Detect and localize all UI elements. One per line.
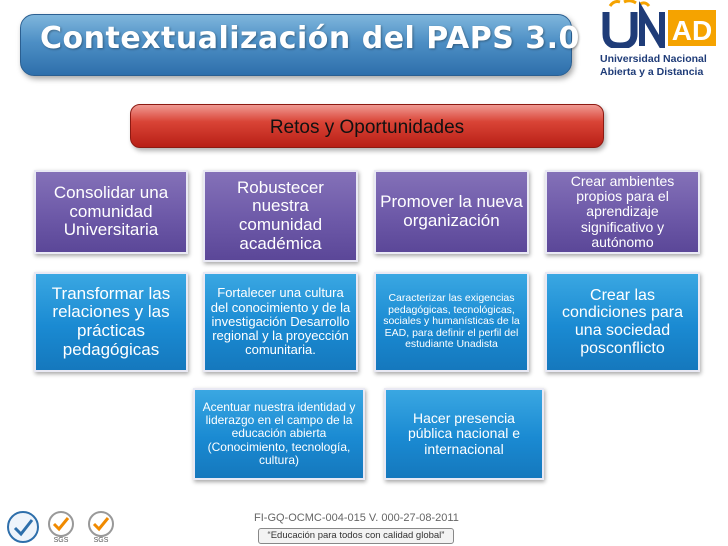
svg-text:AD: AD (671, 15, 713, 46)
logo-line-1: Universidad Nacional (600, 53, 707, 65)
slogan: “Educación para todos con calidad global” (258, 528, 454, 544)
box-acentuar (193, 388, 365, 480)
logo-line-2: Abierta y a Distancia (600, 66, 704, 78)
box-crear-ambientes-text: Crear ambientes propios para el aprendizaje significativo y autónomo (570, 172, 675, 251)
sgs-label-2: SGS (93, 537, 109, 544)
box-caracterizar (374, 272, 529, 372)
sgs-label-1: SGS (53, 537, 69, 544)
box-hacer-presencia (384, 388, 544, 480)
box-consolidar-text: Consolidar una comunidad Universitaria (53, 182, 169, 240)
box-fortalecer-text: Fortalecer una cultura del conocimiento y de la investigación Desarrollo regional y la proyección comunitaria. (210, 285, 351, 358)
page-title: Contextualización del PAPS 3.0 (40, 21, 580, 56)
box-robustecer-text: Robustecer nuestra comunidad académica (237, 177, 324, 253)
unad-logo-mark (602, 0, 718, 48)
sgs-seal-icon-1 (44, 510, 78, 544)
box-acentuar-text: Acentuar nuestra identidad y liderazgo en el campo de la educación abierta (Conocimiento, tecnología, cultura) (202, 400, 356, 467)
box-promover-text: Promover la nueva organización (380, 192, 523, 230)
certification-seal-icon (6, 510, 40, 544)
box-crear-condiciones-text: Crear las condiciones para una sociedad posconflicto (562, 286, 683, 357)
box-transformar (34, 272, 188, 372)
box-transformar-text: Transformar las relaciones y las prácticas pedagógicas (51, 283, 171, 359)
box-robustecer (203, 170, 358, 262)
box-crear-ambientes (545, 170, 700, 254)
document-code: FI-GQ-OCMC-004-015 V. 000-27-08-2011 (254, 512, 459, 524)
box-hacer-presencia-text: Hacer presencia pública nacional e internacional (407, 409, 521, 457)
box-promover (374, 170, 529, 254)
unad-logo (598, 0, 722, 88)
box-caracterizar-text: Caracterizar las exigencias pedagógicas, tecnológicas, sociales y humanísticas de la EAD, para definir el perfil del estudiante Unadista (383, 292, 520, 351)
box-fortalecer (203, 272, 358, 372)
box-crear-condiciones (545, 272, 700, 372)
box-consolidar (34, 170, 188, 254)
subtitle-banner (130, 104, 604, 148)
sgs-seal-icon-2 (84, 510, 118, 544)
subtitle-text: Retos y Oportunidades (269, 117, 465, 138)
